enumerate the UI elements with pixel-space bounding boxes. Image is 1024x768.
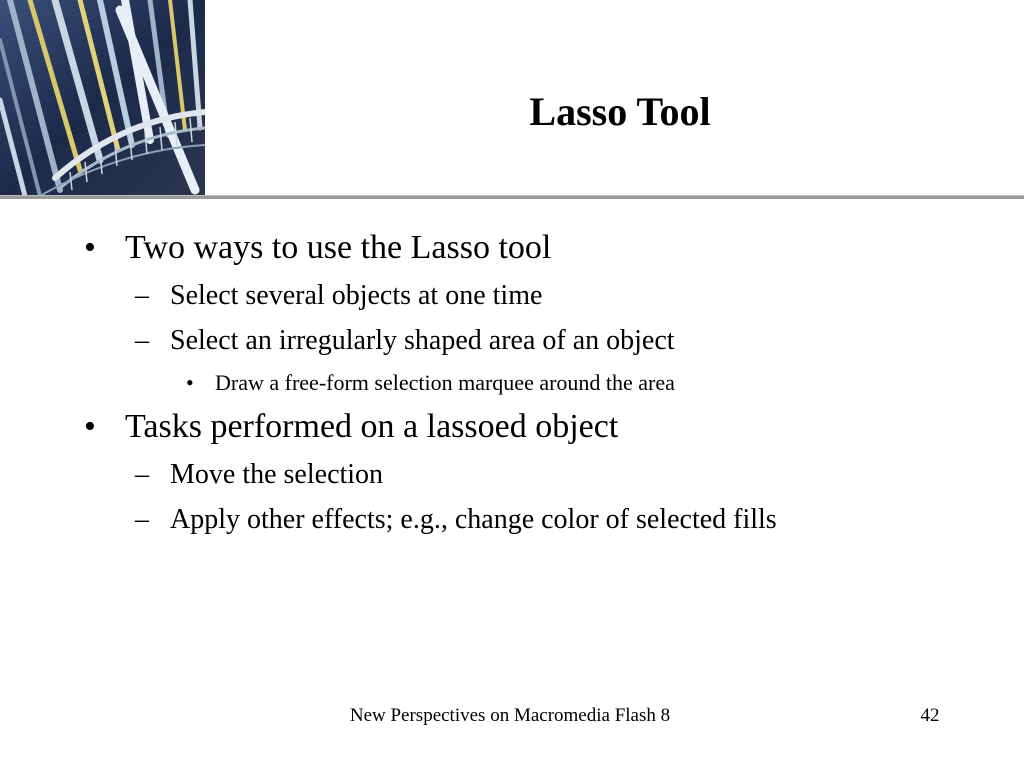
header-photo <box>0 0 205 196</box>
sub-sub-bullet-text: Draw a free-form selection marquee around the area <box>215 370 675 395</box>
bullet-marker: • <box>84 408 96 445</box>
sub-bullet-text: Select an irregularly shaped area of an object <box>170 325 675 356</box>
sub-bullet-marker: – <box>135 325 149 356</box>
sub-bullet-marker: – <box>135 280 149 311</box>
bullet-text: Tasks performed on a lassoed object <box>125 408 619 445</box>
header-divider <box>0 195 1024 199</box>
bullet-text: Two ways to use the Lasso tool <box>125 229 552 266</box>
sub-bullet-text: Select several objects at one time <box>170 280 543 311</box>
sub-sub-bullet-marker: • <box>186 370 194 395</box>
bullet-marker: • <box>84 229 96 266</box>
sub-bullet-marker: – <box>135 459 149 490</box>
sub-bullet-text: Move the selection <box>170 459 384 490</box>
sub-bullet-marker: – <box>135 504 149 535</box>
footer-text: New Perspectives on Macromedia Flash 8 <box>349 705 671 726</box>
sub-bullet-text: Apply other effects; e.g., change color of selected fills <box>170 504 777 535</box>
page-number: 42 <box>920 705 940 726</box>
slide-title: Lasso Tool <box>529 89 711 134</box>
